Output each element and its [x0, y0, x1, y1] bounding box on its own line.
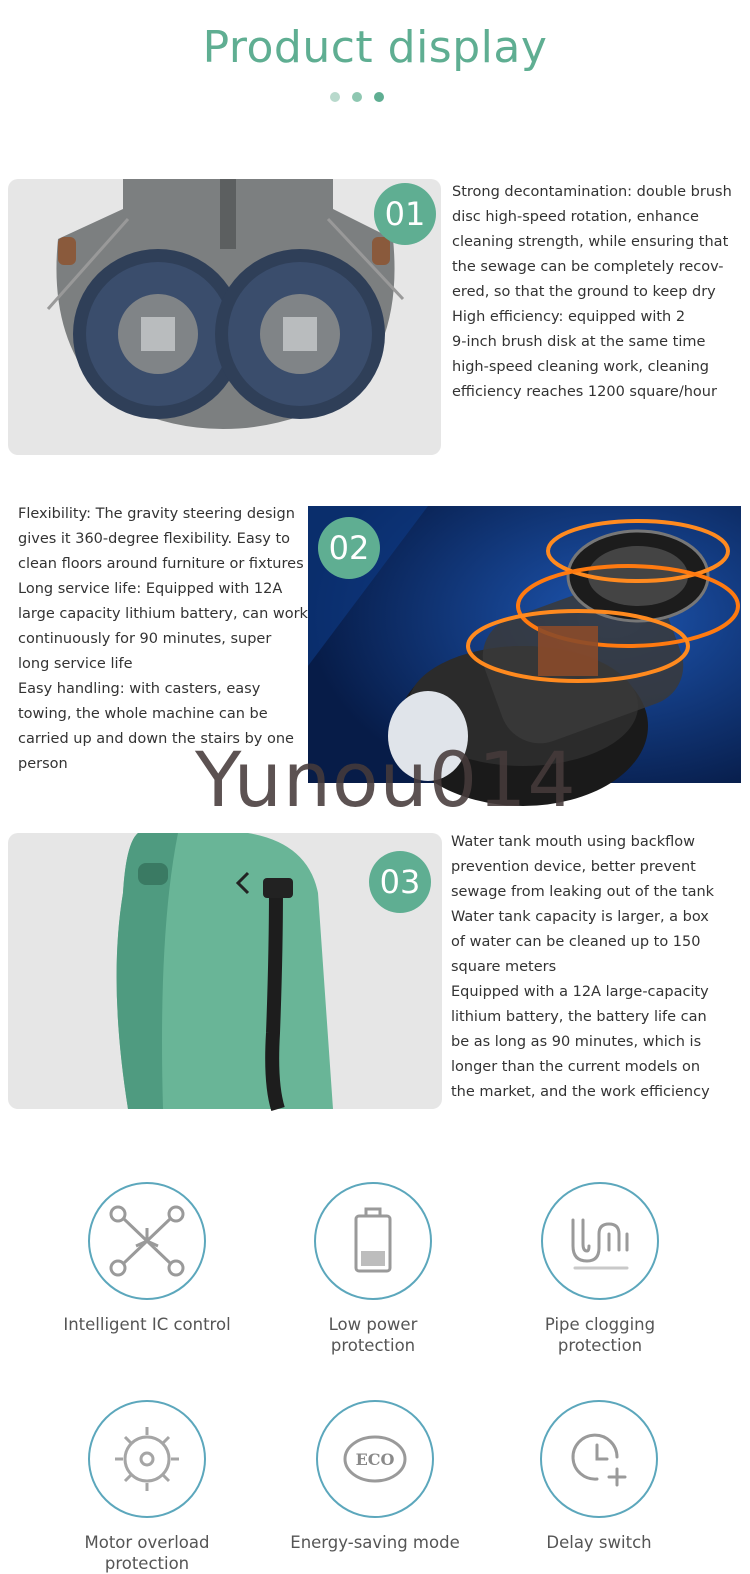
- page-title: Product display: [202, 22, 548, 73]
- desc-line: Easy handling: with casters, easy: [18, 681, 261, 697]
- eco-icon: [340, 1429, 410, 1489]
- feature-label: [32, 1314, 262, 1335]
- desc-line: person: [18, 756, 68, 772]
- feature-label: [260, 1532, 490, 1553]
- circuit-icon: [108, 1202, 186, 1280]
- desc-line: longer than the current models on: [451, 1059, 701, 1075]
- dot-1: [330, 92, 340, 102]
- watermark: Yunou014: [195, 735, 577, 824]
- desc-line: efficiency reaches 1200 square/hour: [452, 384, 717, 400]
- eco-text: ECO: [355, 1450, 395, 1469]
- feature-circle: [88, 1400, 206, 1518]
- desc-line: prevention device, better prevent: [451, 859, 696, 875]
- feature-label: [484, 1532, 714, 1553]
- feature-label: [32, 1532, 262, 1574]
- feature-intelligent-ic: [32, 1182, 262, 1335]
- desc-line: square meters: [451, 959, 557, 975]
- desc-line: Strong decontamination: double brush: [452, 184, 732, 200]
- motor-icon: [111, 1423, 183, 1495]
- feature-circle: [88, 1182, 206, 1300]
- section-number-01: 01: [374, 183, 436, 245]
- desc-line: of water can be cleaned up to 150: [451, 934, 701, 950]
- desc-line: carried up and down the stairs by one: [18, 731, 294, 747]
- feature-label-line1: Motor overload: [84, 1533, 210, 1552]
- desc-line: long service life: [18, 656, 133, 672]
- feature-label-line1: Energy-saving mode: [290, 1533, 460, 1552]
- desc-line: gives it 360-degree flexibility. Easy to: [18, 531, 291, 547]
- feature-motor-overload: [32, 1400, 262, 1574]
- feature-label-line1: Pipe clogging: [544, 1315, 656, 1334]
- desc-line: 9-inch brush disk at the same time: [452, 334, 706, 350]
- desc-line: the sewage can be completely recov-: [452, 259, 724, 275]
- feature-delay-switch: [484, 1400, 714, 1553]
- feature-label-line2: protection: [104, 1554, 190, 1573]
- desc-line: disc high-speed rotation, enhance: [452, 209, 699, 225]
- feature-energy-saving: [260, 1400, 490, 1553]
- section-number-02: 02: [318, 517, 380, 579]
- feature-circle: [540, 1400, 658, 1518]
- desc-line: Water tank mouth using backflow: [451, 834, 696, 850]
- desc-line: Water tank capacity is larger, a box: [451, 909, 709, 925]
- feature-circle: [314, 1182, 432, 1300]
- feature-circle: [316, 1400, 434, 1518]
- feature-circle: [541, 1182, 659, 1300]
- desc-line: Long service life: Equipped with 12A: [18, 581, 283, 597]
- desc-line: lithium battery, the battery life can: [451, 1009, 707, 1025]
- feature-label-line1: Delay switch: [546, 1533, 652, 1552]
- dot-2: [352, 92, 362, 102]
- desc-line: cleaning strength, while ensuring that: [452, 234, 729, 250]
- battery-icon: [343, 1206, 403, 1276]
- feature-label-line1: Low power: [328, 1315, 418, 1334]
- desc-line: High efficiency: equipped with 2: [452, 309, 686, 325]
- section-number-03: 03: [369, 851, 431, 913]
- feature-label: [485, 1314, 715, 1356]
- desc-line: the market, and the work efficiency: [451, 1084, 710, 1100]
- desc-line: continuously for 90 minutes, super: [18, 631, 272, 647]
- desc-line: Equipped with a 12A large-capacity: [451, 984, 709, 1000]
- feature-pipe-clogging: [485, 1182, 715, 1356]
- desc-line: towing, the whole machine can be: [18, 706, 268, 722]
- title-dots: [330, 92, 390, 104]
- desc-line: be as long as 90 minutes, which is: [451, 1034, 702, 1050]
- desc-line: ered, so that the ground to keep dry: [452, 284, 716, 300]
- clock-plus-icon: [567, 1427, 631, 1491]
- section-01-description: [452, 180, 732, 405]
- desc-line: clean floors around furniture or fixtures: [18, 556, 304, 572]
- feature-label: [258, 1314, 488, 1356]
- desc-line: sewage from leaking out of the tank: [451, 884, 715, 900]
- desc-line: large capacity lithium battery, can work: [18, 606, 308, 622]
- feature-label-line1: Intelligent IC control: [63, 1315, 231, 1334]
- pipe-icon: [565, 1206, 635, 1276]
- feature-low-power: [258, 1182, 488, 1356]
- section-03-description: [451, 830, 714, 1105]
- desc-line: high-speed cleaning work, cleaning: [452, 359, 710, 375]
- feature-label-line2: protection: [330, 1336, 416, 1355]
- feature-label-line2: protection: [557, 1336, 643, 1355]
- dot-3: [374, 92, 384, 102]
- desc-line: Flexibility: The gravity steering design: [18, 506, 295, 522]
